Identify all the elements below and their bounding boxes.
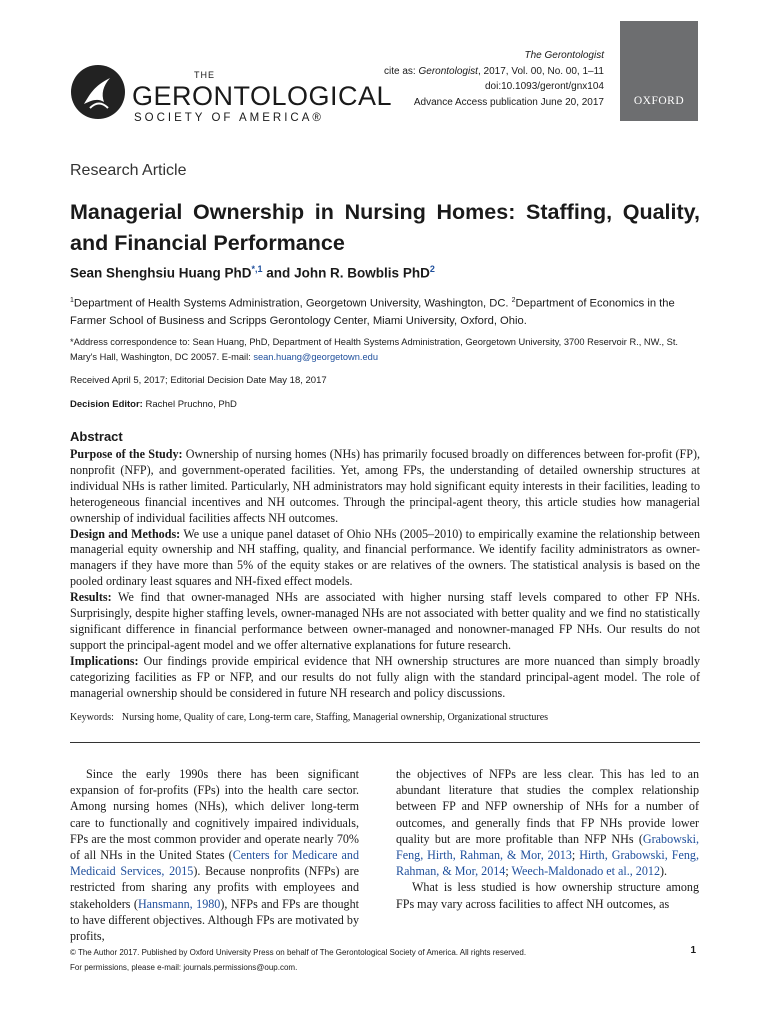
affil-sup-1: 1	[70, 297, 74, 304]
abstract-results	[70, 590, 700, 654]
design-label: Design and Methods:	[70, 526, 181, 541]
logo-the: THE	[194, 70, 215, 80]
design-text: We use a unique panel dataset of Ohio NHs (2005–2010) to empirically examine the relationship between managerial equity ownership and NH staffing, quality, and financial performance. We identify facility administrators as owner-managers if they have more than 5% of the equity stakes or are relatives of the owners. The statistical analysis is based on the pooled ordinary least squares and NH-fixed effect models.	[70, 526, 700, 589]
abstract-implications	[70, 654, 700, 702]
email-link[interactable]: sean.huang@georgetown.edu	[253, 352, 379, 362]
copyright: © The Author 2017. Published by Oxford University Press on behalf of The Gerontological Society of America. All rights reserved.	[70, 948, 527, 957]
body-paragraph	[70, 766, 359, 944]
decision-editor	[70, 399, 237, 410]
body-column-left	[70, 766, 359, 944]
author-and: and	[262, 265, 295, 281]
body-text: the objectives of NFPs are less clear. This has led to an abundant literature that studies the complex relationship between FP and NFP ownership of NHs for a number of outcomes, and generally finds that FP NHs provide lower quality but are more profitable than NFP NHs (	[396, 767, 699, 846]
publisher-badge-label: OXFORD	[633, 95, 685, 107]
cite-details: , 2017, Vol. 00, No. 00, 1–11	[477, 65, 604, 77]
abstract-purpose	[70, 447, 700, 527]
ref-weech-maldonado-2012[interactable]: Weech-Maldonado et al., 2012	[511, 864, 660, 879]
author-1: Sean Shenghsiu Huang PhD	[70, 265, 252, 281]
society-logo	[70, 60, 393, 130]
section-divider	[70, 742, 700, 743]
citation-block	[384, 48, 604, 110]
abstract-body	[70, 447, 700, 702]
body-column-right	[396, 766, 699, 912]
article-title: Managerial Ownership in Nursing Homes: Staffing, Quality, and Financial Performance	[70, 200, 700, 255]
advance-access: Advance Access publication June 20, 2017	[413, 96, 604, 108]
body-text: Since the early 1990s there has been significant expansion of for-profits (FPs) into the health care sector. Among nursing homes (NHs), which deliver long-term care to functionally and cognitively impaired individuals, FPs are the most common provider and operate nearly 70% of all NHs in the United States (	[70, 767, 359, 863]
body-text: ). Because nonprofits (NFPs) are restricted from sharing any profits with employees and stakeholders (	[70, 864, 359, 911]
implications-label: Implications:	[70, 653, 139, 668]
affil-text-1: Department of Health Systems Administration, Georgetown University, Washington, DC.	[73, 297, 512, 310]
editor-name: Rachel Pruchno, PhD	[142, 399, 237, 410]
logo-subtitle: SOCIETY OF AMERICA®	[134, 112, 324, 124]
body-text: ), NFPs and FPs are thought to have different objectives. Although FPs are motivated by profits,	[70, 896, 359, 944]
purpose-label: Purpose of the Study:	[70, 447, 183, 461]
author-2: John R. Bowblis PhD	[294, 265, 430, 281]
editor-label: Decision Editor:	[70, 399, 143, 410]
received-dates: Received April 5, 2017; Editorial Decision Date May 18, 2017	[70, 375, 327, 386]
ref-grabowski-2013[interactable]: Grabowski, Feng, Hirth, Rahman, & Mor, 2013	[396, 831, 699, 863]
cite-journal: Gerontologist	[418, 65, 478, 77]
body-text: ).	[660, 864, 668, 879]
society-emblem-icon	[70, 64, 126, 120]
body-paragraph: What is less studied is how ownership structure among FPs may vary across facilities to affect NH outcomes, as	[396, 880, 699, 911]
publisher-badge	[620, 21, 698, 121]
body-paragraph	[396, 766, 699, 879]
author-1-affil-link[interactable]: *,1	[251, 264, 263, 274]
body-text: ;	[505, 864, 512, 879]
ref-hirth-2014[interactable]: Hirth, Grabowski, Feng, Rahman, & Mor, 2014	[396, 848, 699, 879]
results-label: Results:	[70, 590, 112, 605]
doi: doi:10.1093/geront/gnx104	[485, 81, 604, 92]
keywords-label: Keywords:	[70, 712, 114, 723]
author-2-affil-link[interactable]: 2	[429, 264, 435, 274]
keywords-list: Nursing home, Quality of care, Long-term care, Staffing, Managerial ownership, Organizational structures	[121, 712, 549, 723]
correspondence-address	[70, 335, 700, 365]
ref-cms-2015[interactable]: Centers for Medicare and Medicaid Services, 2015	[70, 848, 359, 879]
cite-prefix: cite as:	[384, 65, 419, 77]
author-list	[70, 264, 435, 281]
results-text: We find that owner-managed NHs are associated with higher nursing staff levels compared to other FP NHs. Surprisingly, despite higher staffing levels, owner-managed NHs are not associated with better quality and we find no statistically significant difference in financial performance between owner-managed and nonowner-managed FP NHs. Our results do not support the principal-agent model and we offer alternative explanations for future research.	[70, 590, 700, 652]
ref-hansmann-1980[interactable]: Hansmann, 1980	[137, 896, 221, 911]
abstract-design	[70, 527, 700, 591]
address-text: *Address correspondence to: Sean Huang, PhD, Department of Health Systems Administration, Georgetown University, 3700 Reservoir R., NW., St. Mary's Hall, Washington, DC 20057. E-mail:	[70, 337, 679, 362]
keywords	[70, 712, 548, 723]
affiliations	[70, 292, 700, 330]
abstract-heading: Abstract	[70, 429, 123, 444]
affil-text-2: Department of Economics in the Farmer School of Business and Scripps Gerontology Center, Miami University, Oxford, Ohio.	[70, 297, 675, 327]
logo-name: GERONTOLOGICAL	[132, 81, 393, 111]
purpose-text: Ownership of nursing homes (NHs) has primarily focused broadly on differences between for-profit (FP), nonprofit (NFP), and government-operated facilities. Yet, among FPs, the understanding of detailed ownership structures at individual NHs is rather limited. Particularly, NH administrators may hold significant equity interests in their facilities, leading to heterogeneous financial incentives and NH outcomes. Through the principal-agent theory, this article studies how managerial ownership of individual facilities affects NH outcomes.	[70, 447, 700, 525]
article-type: Research Article	[70, 162, 187, 179]
body-text: ;	[571, 848, 580, 863]
journal-name: The Gerontologist	[524, 50, 604, 61]
implications-text: Our findings provide empirical evidence that NH ownership structures are more nuanced than simply broadly categorizing facilities as FP or NFP, and our results do not fully align with the standard principal-agent model. The role of managerial ownership should be considered in future NH research and policy discussions.	[70, 653, 700, 700]
permissions: For permissions, please e-mail: journals.permissions@oup.com.	[70, 963, 298, 972]
footer-notice	[70, 945, 526, 975]
page-number: 1	[690, 945, 696, 956]
affil-sup-2: 2	[511, 297, 516, 304]
